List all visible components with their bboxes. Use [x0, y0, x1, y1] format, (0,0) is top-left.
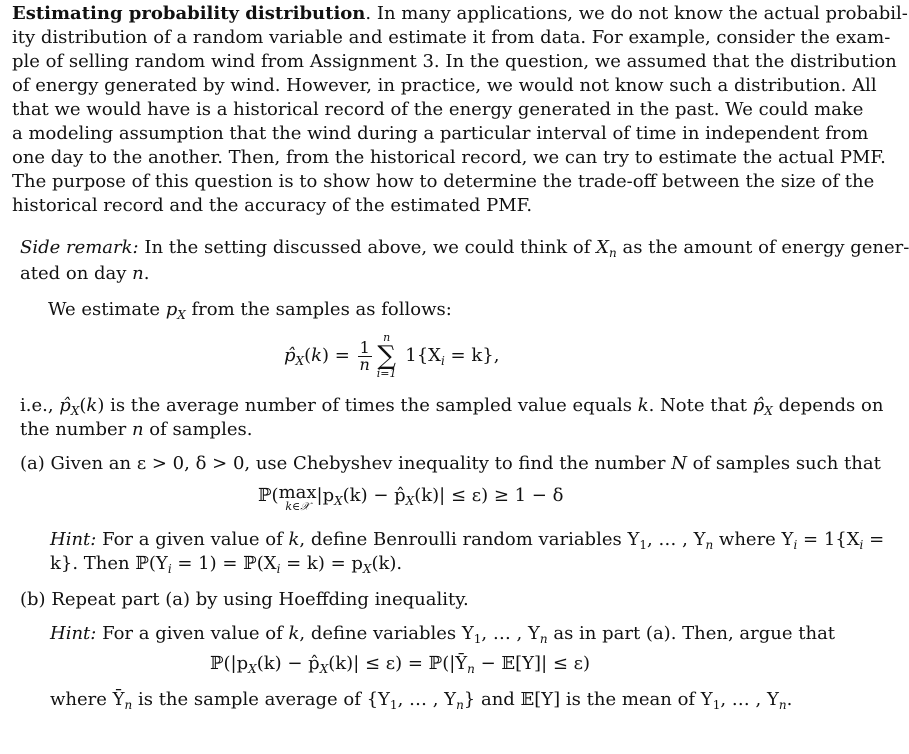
part-a-question: (a) Given an ε > 0, δ > 0, use Chebyshev inequality to find the number N of samples such that	[20, 453, 881, 474]
part-a-hint-label: Hint:	[50, 529, 97, 550]
side-remark-line-2: ated on day n.	[20, 263, 150, 284]
part-b-hint: Hint: For a given value of k, define variables $Y_1$, … , $Y_n$ as in part (a). Then, argue that	[50, 623, 836, 646]
estimator-formula: $p̂_X(k)$ = $\frac{1}{n}$ n ∑ i=1 $1\{X_i = k\}$,	[284, 331, 500, 380]
para1-line-1	[12, 2, 908, 26]
para1-heading: Estimating probability distribution	[12, 3, 366, 24]
para1-line-3: ple of selling random wind from Assignment 3. In the question, we assumed that the distribution	[12, 51, 897, 72]
summation: n ∑ i=1	[376, 331, 397, 380]
para1-text-1: . In many applications, we do not know the actual probabil-	[365, 3, 908, 24]
para1-line-8: The purpose of this question is to show how to determine the trade-off between the size of the	[12, 171, 875, 192]
para1-line-6: a modeling assumption that the wind during a particular interval of time in independent from	[12, 123, 869, 144]
para1-line-9: historical record and the accuracy of the estimated PMF.	[12, 195, 533, 216]
para1-line-4: of energy generated by wind. However, in practice, we would not know such a distribution. All	[12, 75, 877, 96]
hoeffding-formula: $ℙ(|p_X(k)$ − $p̂_X(k)| \le \varepsilon$) = $ℙ(|Ȳ_n$ − 𝔼[Y]| ≤ ε)	[210, 653, 591, 676]
part-b-hint-label: Hint:	[50, 623, 97, 644]
part-b-label: (b)	[20, 589, 46, 610]
part-b-where: where $Ȳ_n$ is the sample average of {$Y_1$, … , $Y_n$} and 𝔼[Y] is the mean of $Y_1$, … , $Y_n$.	[50, 689, 793, 712]
para1-line-5: that we would have is a historical record of the energy generated in the past. We could make	[12, 99, 864, 120]
estimate-intro: We estimate $p_X$ from the samples as follows:	[48, 299, 452, 322]
ie-line-1: i.e., $p̂_X(k)$ is the average number of times the sampled value equals k. Note that $p̂_X$ depends on	[20, 395, 884, 418]
part-a-label: (a)	[20, 453, 45, 474]
para1-line-2: ity distribution of a random variable and estimate it from data. For example, consider the exam-	[12, 27, 891, 48]
fraction-one-over-n: $\frac{1}{n}$	[359, 337, 370, 374]
part-b-question: (b) Repeat part (a) by using Hoeffding inequality.	[20, 589, 469, 610]
part-a-hint-line-1: Hint: For a given value of k, define Benroulli random variables $Y_1$, … , $Y_n$ where $Y_i = 1\{X_i$ =	[50, 529, 885, 552]
para1-line-7: one day to the another. Then, from the historical record, we can try to estimate the actual PMF.	[12, 147, 886, 168]
side-remark-label: Side remark:	[20, 237, 139, 258]
part-a-hint-line-2: k}. Then $ℙ(Y_i = 1)$ = $ℙ(X_i = k) = p_X(k)$.	[50, 553, 403, 576]
chebyshev-formula: ℙ(max k∈𝒳 $|p_X(k)$ − $p̂_X(k)| \le \varepsilon) \ge 1 - \delta$	[258, 482, 564, 513]
ie-line-2: the number n of samples.	[20, 419, 253, 440]
side-remark-line-1: Side remark: In the setting discussed above, we could think of $X_n$ as the amount of energy gener-	[20, 237, 909, 260]
